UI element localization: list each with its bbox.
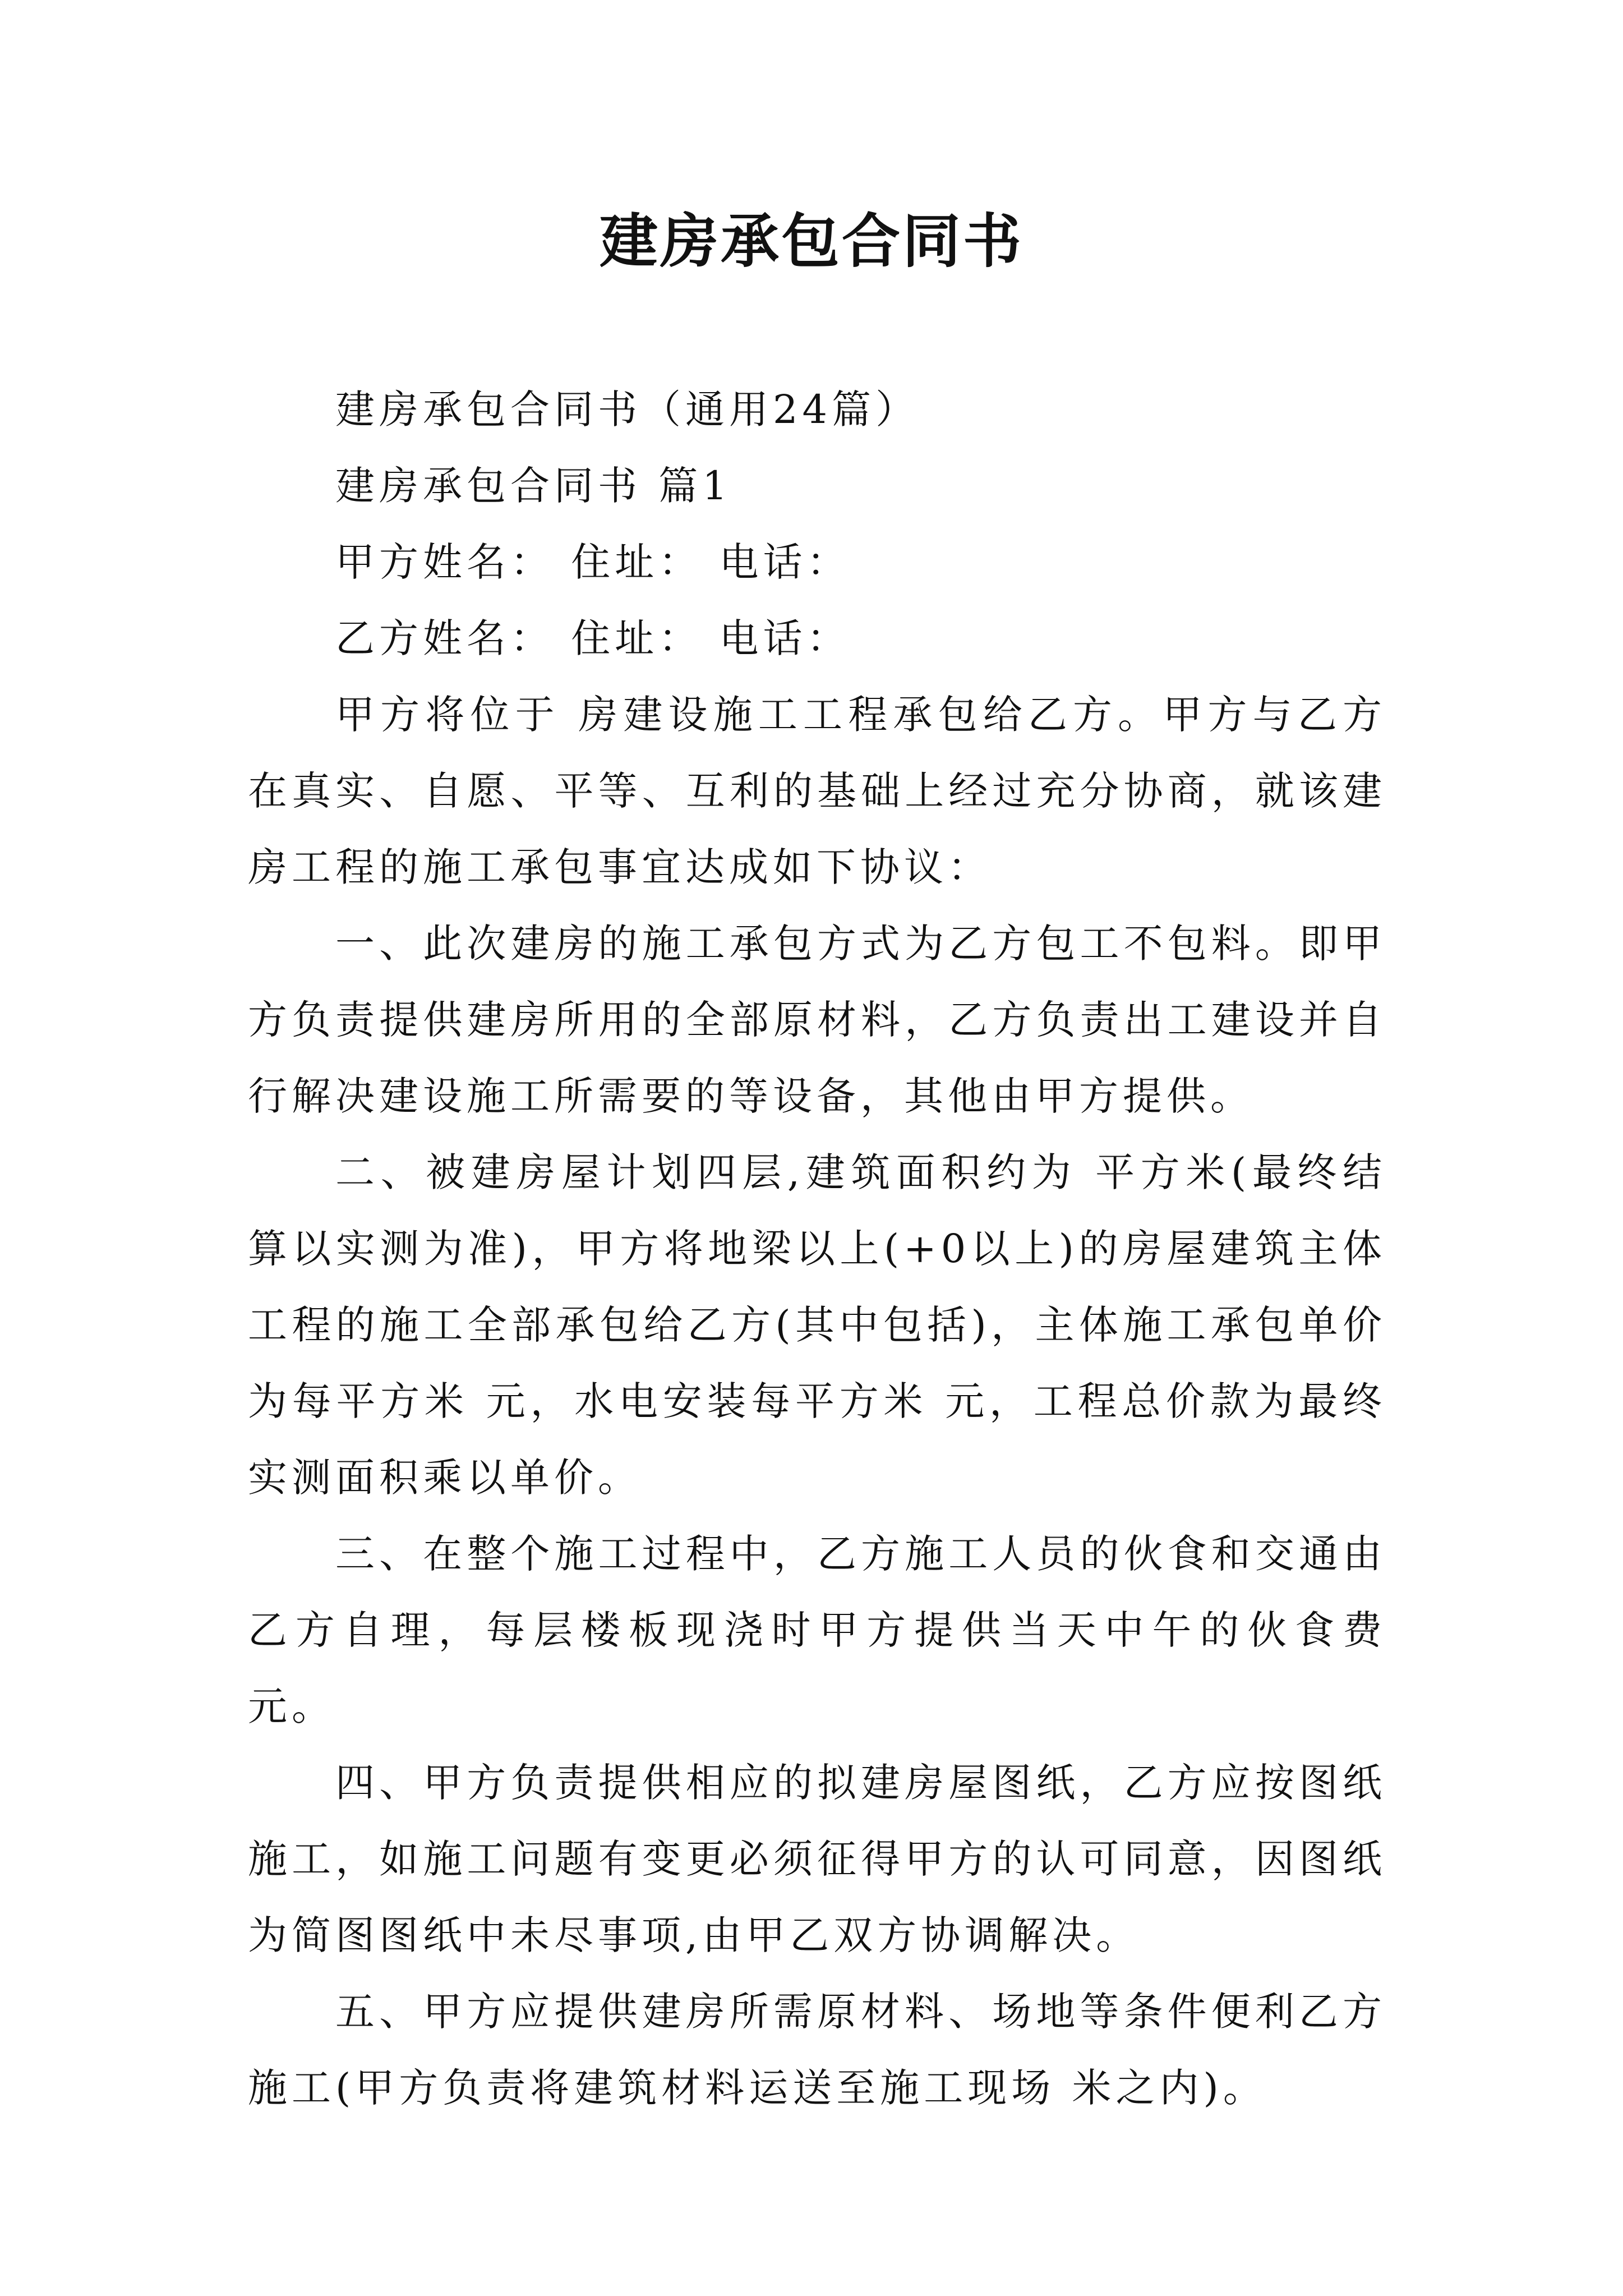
document-title: 建房承包合同书: [599, 206, 1023, 275]
paragraph-clause-3: 三、在整个施工过程中，乙方施工人员的伙食和交通由乙方自理，每层楼板现浇时甲方提供当天中午的伙食费 元。: [248, 1531, 1386, 1729]
paragraph-clause-1: 一、此次建房的施工承包方式为乙方包工不包料。即甲方负责提供建房所用的全部原材料，乙方负责出工建设并自行解决建设施工所需要的等设备，其他由甲方提供。: [248, 921, 1386, 1119]
document-body: [248, 371, 1386, 2126]
paragraph-clause-5: 五、甲方应提供建房所需原材料、场地等条件便利乙方施工(甲方负责将建筑材料运送至施工现场 米之内)。: [248, 1989, 1386, 2111]
paragraph-subtitle: 建房承包合同书（通用24篇）: [335, 386, 920, 432]
paragraph-section-heading: 建房承包合同书 篇1: [335, 463, 732, 509]
paragraph-intro: 甲方将位于 房建设施工工程承包给乙方。甲方与乙方在真实、自愿、平等、互利的基础上经过充分协商，就该建房工程的施工承包事宜达成如下协议：: [248, 692, 1386, 890]
paragraph-clause-2: 二、被建房屋计划四层,建筑面积约为 平方米(最终结算以实测为准)，甲方将地梁以上(+0以上)的房屋建筑主体工程的施工全部承包给乙方(其中包括)，主体施工承包单价为每平方米 元，水电安装每平方米 元，工程总价款为最终实测面积乘以单价。: [248, 1149, 1386, 1501]
paragraph-party-b-info: 乙方姓名： 住址： 电话：: [335, 615, 851, 661]
paragraph-party-a-info: 甲方姓名： 住址： 电话：: [335, 539, 851, 585]
paragraph-clause-4: 四、甲方负责提供相应的拟建房屋图纸，乙方应按图纸施工，如施工问题有变更必须征得甲方的认可同意，因图纸为简图图纸中未尽事项,由甲乙双方协调解决。: [248, 1760, 1386, 1958]
